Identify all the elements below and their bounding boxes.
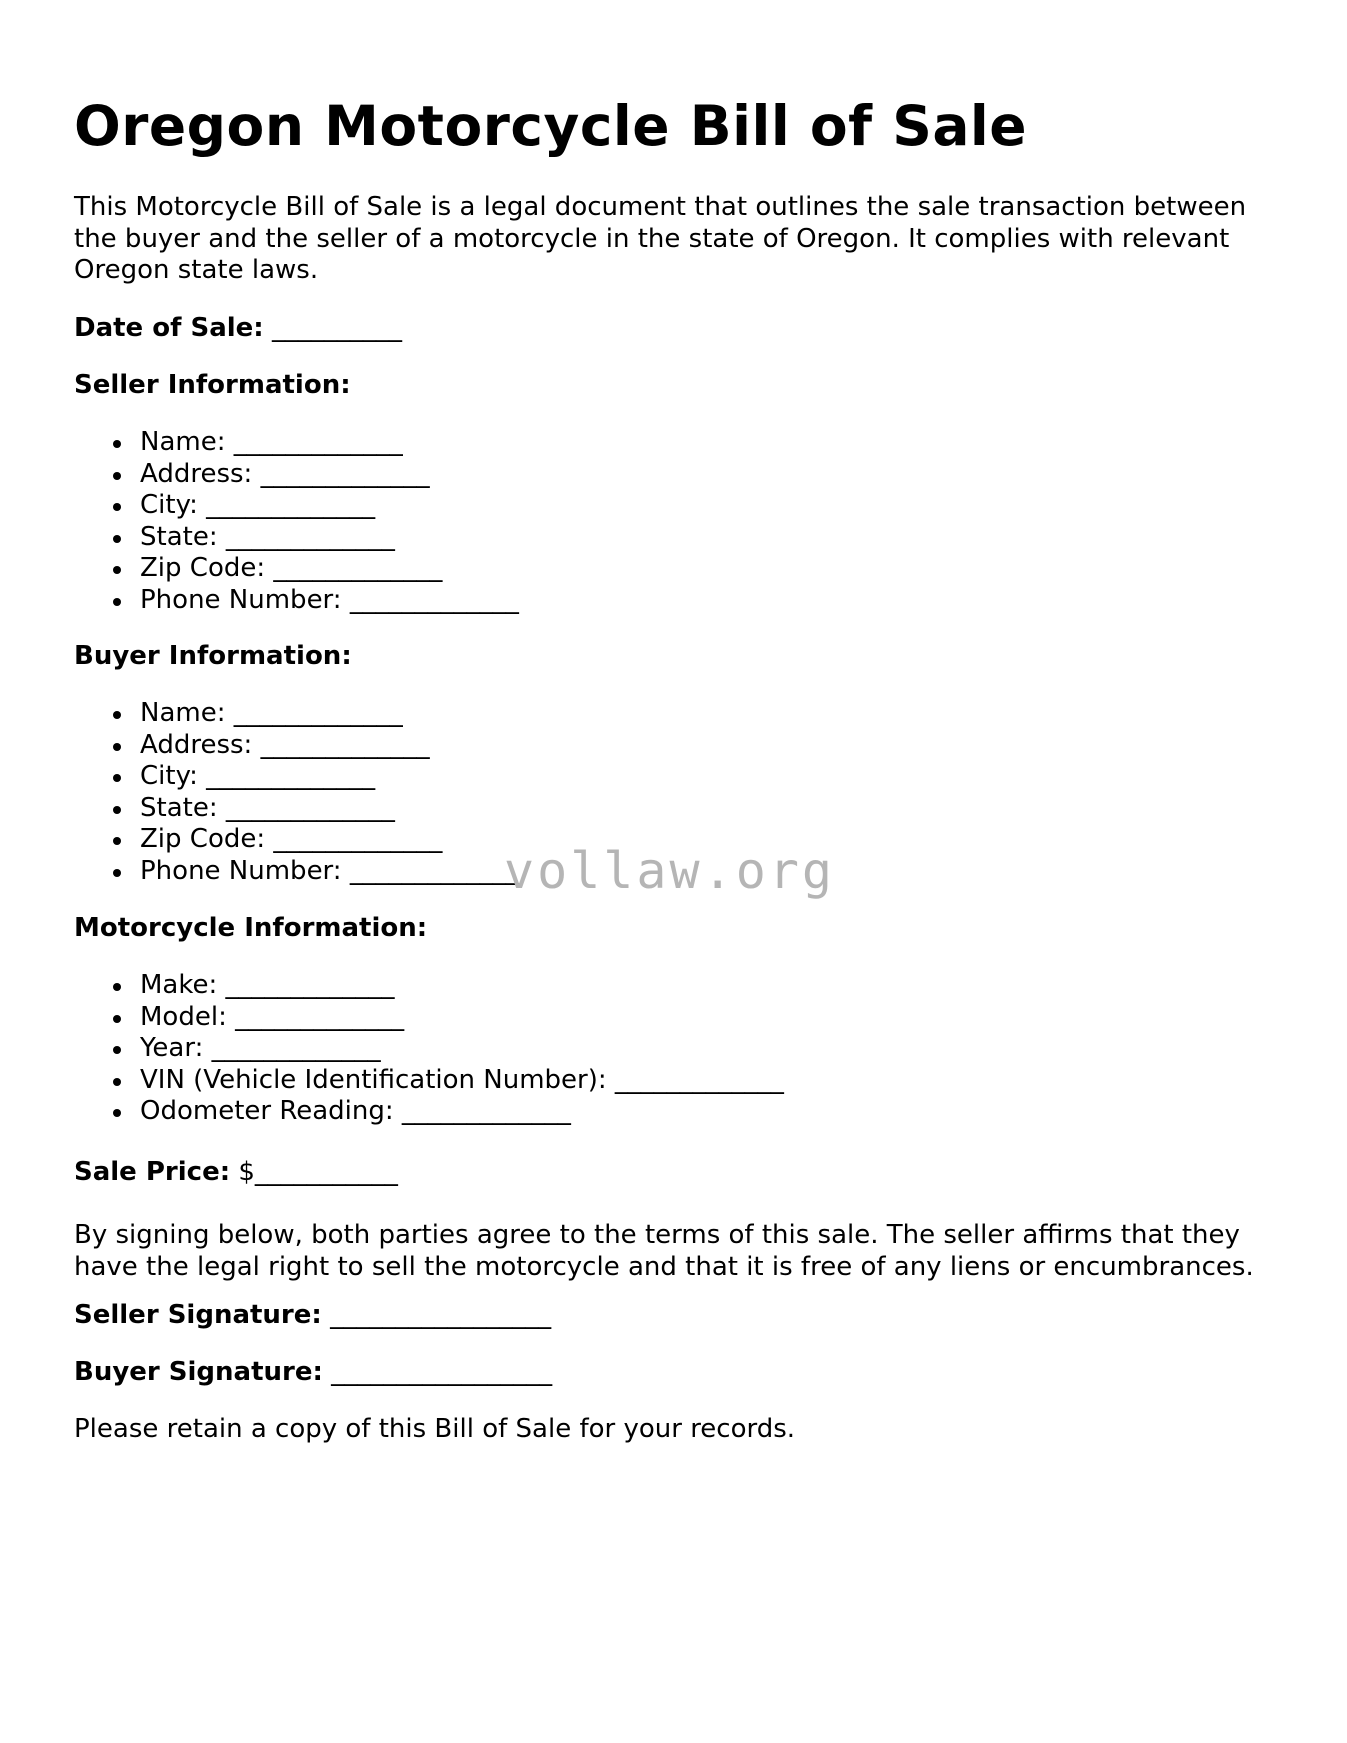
footer-note: Please retain a copy of this Bill of Sale for your records. [74,1414,796,1444]
seller-signature-line [74,1300,551,1332]
date-of-sale-line [74,313,402,345]
seller-signature-blank: _________________ [330,1300,552,1330]
seller-signature-label: Seller Signature: [74,1300,322,1330]
buyer-address-field: Address: _____________ [74,730,519,762]
date-of-sale-label: Date of Sale: [74,313,264,343]
seller-state-field: State: _____________ [74,522,519,554]
seller-city-field: City: _____________ [74,490,519,522]
motorcycle-field-list [74,970,784,1128]
motorcycle-odometer-field: Odometer Reading: _____________ [74,1096,784,1128]
buyer-city-field: City: _____________ [74,761,519,793]
seller-phone-field: Phone Number: _____________ [74,585,519,617]
agreement-paragraph: By signing below, both parties agree to the terms of this sale. The seller affirms that they have the legal right to sell the motorcycle and that it is free of any liens or encumbrances. [74,1220,1254,1282]
buyer-signature-blank: _________________ [331,1357,553,1387]
buyer-signature-label: Buyer Signature: [74,1357,323,1387]
watermark-text: vollaw.org [504,842,836,900]
buyer-zip-field: Zip Code: _____________ [74,824,519,856]
document-title: Oregon Motorcycle Bill of Sale [74,94,1028,158]
buyer-heading: Buyer Information: [74,641,352,671]
motorcycle-make-field: Make: _____________ [74,970,784,1002]
buyer-phone-field: Phone Number: _____________ [74,856,519,888]
sale-price-value: $___________ [238,1157,398,1187]
buyer-name-field: Name: _____________ [74,698,519,730]
seller-name-field: Name: _____________ [74,427,519,459]
buyer-field-list [74,698,519,887]
intro-paragraph: This Motorcycle Bill of Sale is a legal document that outlines the sale transaction between the buyer and the seller of a motorcycle in the state of Oregon. It complies with relevant Oregon state laws. [74,192,1247,285]
motorcycle-year-field: Year: _____________ [74,1033,784,1065]
sale-price-line [74,1157,398,1189]
date-of-sale-blank: __________ [271,313,402,343]
seller-zip-field: Zip Code: _____________ [74,553,519,585]
buyer-signature-line [74,1357,552,1389]
motorcycle-heading: Motorcycle Information: [74,913,428,943]
seller-address-field: Address: _____________ [74,459,519,491]
buyer-state-field: State: _____________ [74,793,519,825]
motorcycle-vin-field: VIN (Vehicle Identification Number): _____________ [74,1065,784,1097]
motorcycle-model-field: Model: _____________ [74,1002,784,1034]
seller-field-list [74,427,519,616]
seller-heading: Seller Information: [74,370,351,400]
sale-price-label: Sale Price: [74,1157,231,1187]
